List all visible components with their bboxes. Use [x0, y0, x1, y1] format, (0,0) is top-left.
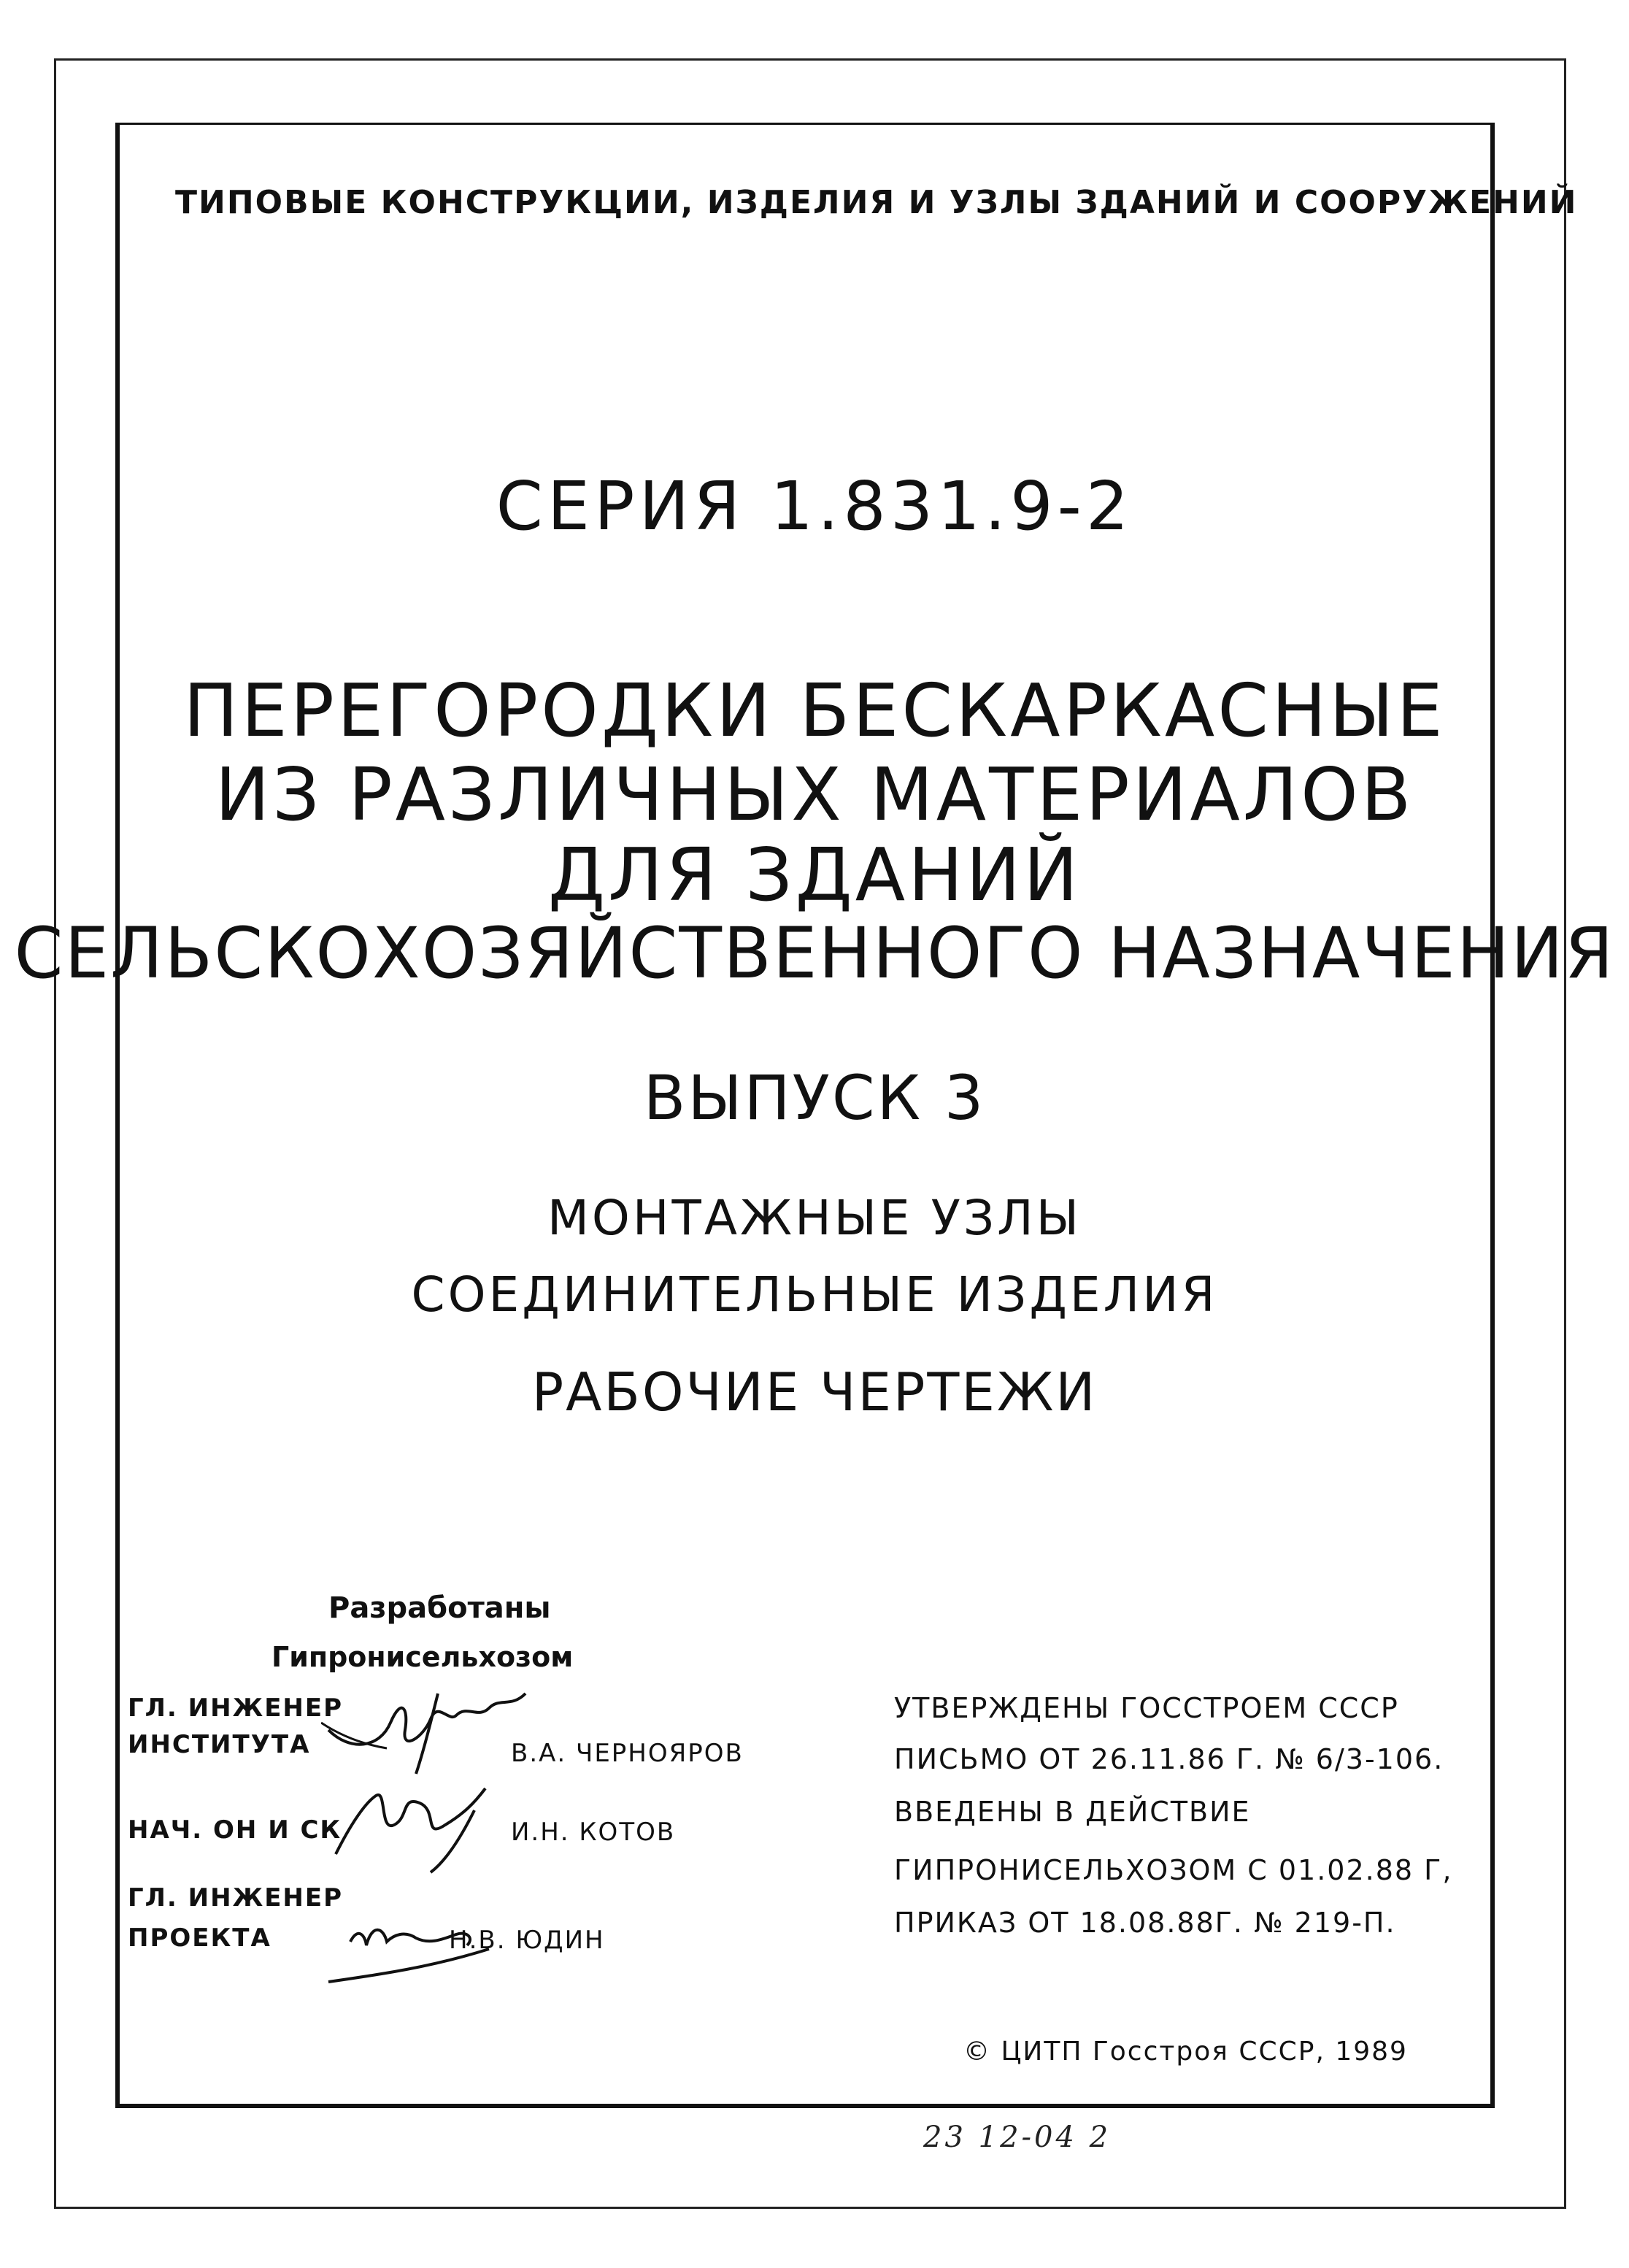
- approval-line-3: ВВЕДЕНЫ В ДЕЙСТВИЕ: [894, 1796, 1251, 1828]
- signature-3: [321, 1905, 511, 1986]
- signatory-role: ИНСТИТУТА: [128, 1730, 311, 1759]
- archive-number: 23 12-04 2: [923, 2121, 1112, 2154]
- copyright-notice: © ЦИТП Госстроя СССР, 1989: [963, 2037, 1408, 2067]
- signatory-name: И.Н. КОТОВ: [511, 1818, 676, 1847]
- signatory-role: ГЛ. ИНЖЕНЕР: [128, 1694, 344, 1723]
- signatory-role: ГЛ. ИНЖЕНЕР: [128, 1883, 344, 1913]
- signatory-role: ПРОЕКТА: [128, 1923, 272, 1953]
- approval-line-2: ПИСЬМО ОТ 26.11.86 Г. № 6/3-106.: [894, 1743, 1444, 1775]
- signature-1: [321, 1679, 533, 1781]
- issue-subtitle-2: СОЕДИНИТЕЛЬНЫЕ ИЗДЕЛИЯ: [411, 1266, 1218, 1323]
- developed-org: Гипронисельхозом: [272, 1641, 574, 1673]
- title-line-3: ДЛЯ ЗДАНИЙ: [547, 832, 1082, 918]
- approval-line-5: ПРИКАЗ ОТ 18.08.88Г. № 219-П.: [894, 1907, 1396, 1939]
- signatory-name: Н.В. ЮДИН: [449, 1926, 605, 1955]
- signatory-name: В.А. ЧЕРНОЯРОВ: [511, 1739, 744, 1768]
- title-line-1: ПЕРЕГОРОДКИ БЕСКАРКАСНЫЕ: [183, 668, 1446, 753]
- collection-header: ТИПОВЫЕ КОНСТРУКЦИИ, ИЗДЕЛИЯ И УЗЛЫ ЗДАНИЙ И СООРУЖЕНИЙ: [175, 184, 1578, 221]
- issue-label: ВЫПУСК 3: [643, 1062, 986, 1134]
- issue-subtitle-3: РАБОЧИЕ ЧЕРТЕЖИ: [531, 1361, 1098, 1423]
- approval-line-1: УТВЕРЖДЕНЫ ГОССТРОЕМ СССР: [894, 1692, 1399, 1724]
- title-line-2: ИЗ РАЗЛИЧНЫХ МАТЕРИАЛОВ: [215, 752, 1414, 837]
- signature-2: [328, 1781, 518, 1876]
- issue-subtitle-1: МОНТАЖНЫЕ УЗЛЫ: [547, 1190, 1082, 1246]
- series-label: СЕРИЯ 1.831.9-2: [496, 467, 1133, 545]
- title-line-4: СЕЛЬСКОХОЗЯЙСТВЕННОГО НАЗНАЧЕНИЯ: [14, 912, 1615, 994]
- developed-label: Разработаны: [328, 1591, 551, 1625]
- approval-line-4: ГИПРОНИСЕЛЬХОЗОМ С 01.02.88 Г,: [894, 1854, 1453, 1886]
- signatory-role: НАЧ. ОН И СК: [128, 1815, 342, 1845]
